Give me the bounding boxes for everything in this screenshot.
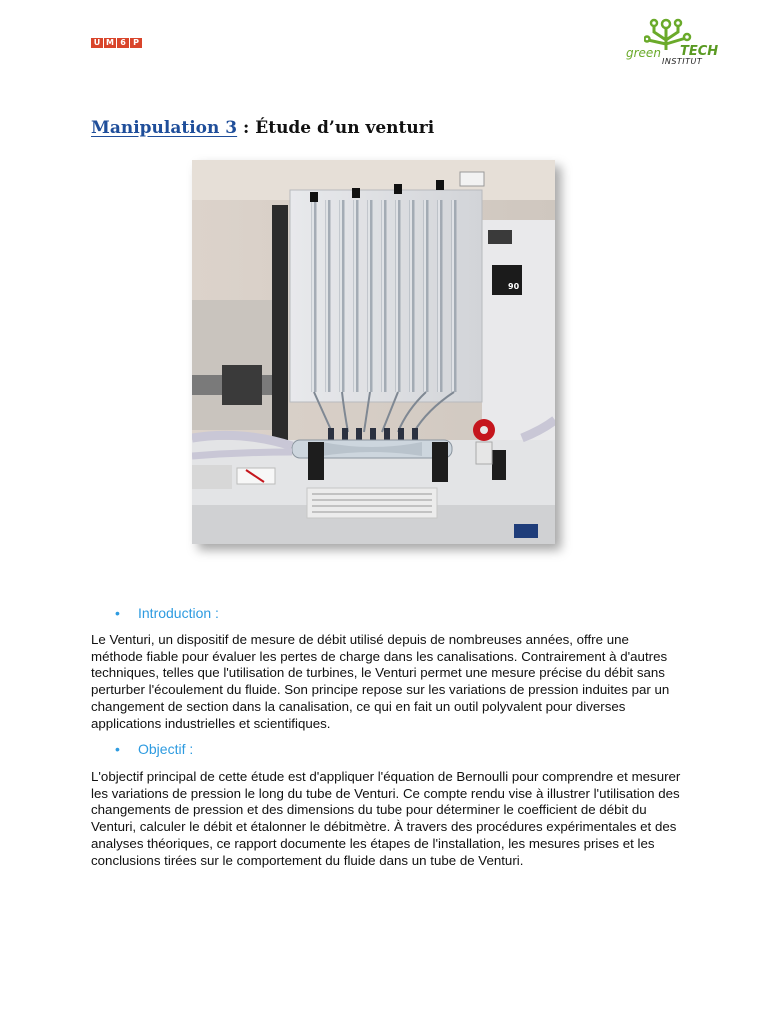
logo-letter: U <box>91 38 103 48</box>
bullet-icon: • <box>115 605 120 621</box>
logo-word-green: green <box>626 46 661 60</box>
logo-letter: 6 <box>117 38 129 48</box>
logo-letter: P <box>130 38 142 48</box>
bullet-icon: • <box>115 741 120 757</box>
green-tech-institut-logo <box>620 18 720 70</box>
heading-text: Objectif : <box>138 741 194 757</box>
um6p-logo <box>91 38 142 48</box>
logo-letter: M <box>104 38 116 48</box>
logo-word-tech: TECH <box>680 44 719 59</box>
objectif-paragraph: L'objectif principal de cette étude est d'appliquer l'équation de Bernoulli pour comprendre et mesurer les variations de pression le long du tube de Venturi. Ce compte rendu vise à illustrer l'utilisation des changements de pression et des dimensions du tube pour déterminer le coefficient de débit du Venturi, calculer le débit et étalonner le débitmètre. À travers des procédures expérimentales et des analyses théoriques, ce rapport documente les étapes de l'installation, les mesures prises et les conclusions tirées sur le comportement du fluide dans un tube de Venturi. <box>91 769 681 868</box>
introduction-paragraph: Le Venturi, un dispositif de mesure de débit utilisé depuis de nombreuses années, offre une méthode fiable pour évaluer les pertes de charge dans les canalisations. Contrairement à d'autres techniques, telles que l'utilisation de turbines, le Venturi permet une mesure précise du débit sans perturber l'écoulement du fluide. Son principe repose sur les variations de pression induites par un changement de section dans la canalisation, ce qui en fait un outil polyvalent pour diverses applications industrielles et scientifiques. <box>91 632 670 731</box>
venturi-apparatus-illustration <box>192 160 555 544</box>
section-heading-introduction <box>115 605 219 621</box>
panel-label: 90 <box>508 282 520 291</box>
heading-text: Introduction : <box>138 605 219 621</box>
venturi-apparatus-photo <box>192 160 555 544</box>
title-rest: : Étude d’un venturi <box>237 118 435 138</box>
section-heading-objectif <box>115 741 193 757</box>
title-lead: Manipulation 3 <box>91 118 238 138</box>
page-title <box>91 118 434 138</box>
logo-word-institut: INSTITUT <box>662 57 703 66</box>
